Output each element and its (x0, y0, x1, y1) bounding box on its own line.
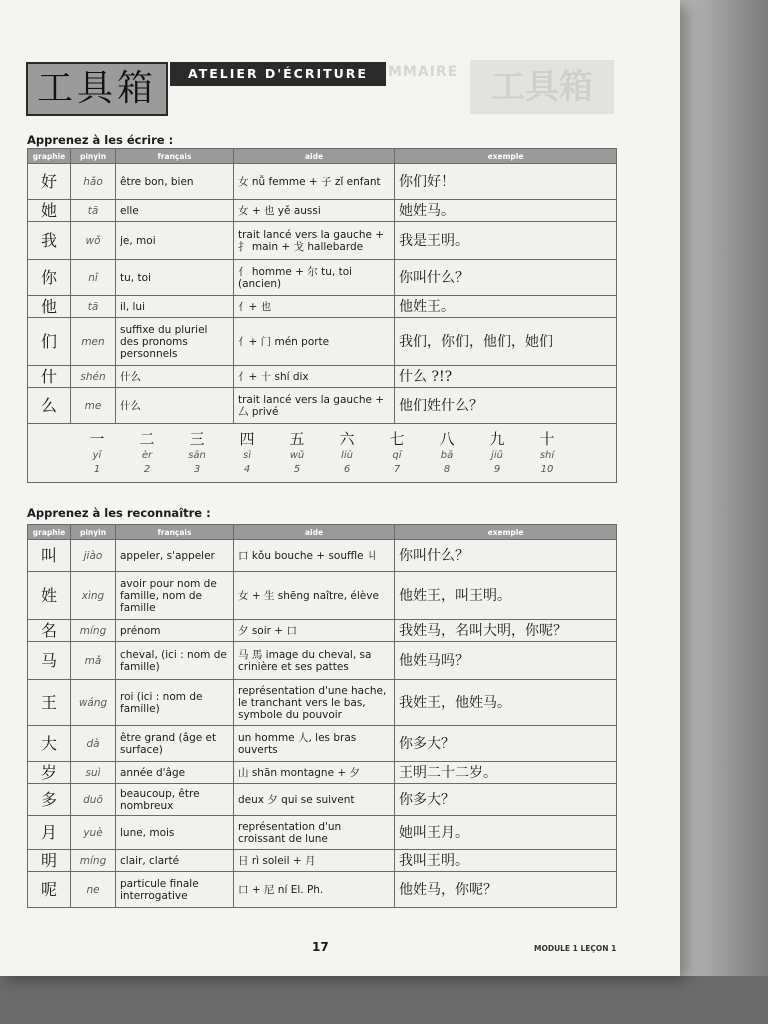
numbers-row (28, 424, 617, 483)
cell-graphie: 她 (28, 200, 71, 222)
table-row (28, 318, 617, 366)
cell-aide: 日 rì soleil + 月 (234, 850, 395, 872)
module-label: MODULE 1 LEÇON 1 (534, 944, 617, 953)
number-char: 四 (239, 430, 255, 448)
cell-aide: 女 + 也 yě aussi (234, 200, 395, 222)
cell-graphie: 呢 (28, 872, 71, 908)
number-char: 九 (489, 430, 505, 448)
cell-exemple: 他们姓什么？ (395, 388, 617, 424)
scan-background (0, 976, 768, 1024)
cell-aide: 马 馬 image du cheval, sa crinière et ses pattes (234, 642, 395, 680)
header-pinyin: pinyin (71, 525, 116, 540)
table-row (28, 366, 617, 388)
table-row (28, 762, 617, 784)
cell-aide: un homme 人, les bras ouverts (234, 726, 395, 762)
table-row (28, 680, 617, 726)
cell-pinyin: mǎ (71, 642, 116, 680)
cell-francais: tu, toi (116, 260, 234, 296)
number-item (174, 429, 220, 477)
number-pinyin: liù (341, 450, 353, 461)
cell-pinyin: tā (71, 200, 116, 222)
header-pinyin: pinyin (71, 149, 116, 164)
number-pinyin: sān (188, 450, 206, 461)
numbers-cell (28, 424, 617, 483)
number-pinyin: bā (440, 450, 454, 461)
table-row (28, 872, 617, 908)
cell-aide: trait lancé vers la gauche + 厶 privé (234, 388, 395, 424)
number-pinyin: wǔ (289, 450, 305, 461)
number-item (124, 429, 170, 477)
numbers-grid (32, 429, 612, 477)
cell-pinyin: yuè (71, 816, 116, 850)
header-francais: français (116, 525, 234, 540)
number-char: 六 (339, 430, 355, 448)
cell-francais: il, lui (116, 296, 234, 318)
cell-exemple: 我姓王，他姓马。 (395, 680, 617, 726)
cell-exemple: 你多大？ (395, 784, 617, 816)
header-francais: français (116, 149, 234, 164)
atelier-banner: ATELIER D'ÉCRITURE (170, 62, 386, 86)
number-value: 5 (293, 464, 301, 475)
cell-exemple: 你多大？ (395, 726, 617, 762)
cell-graphie: 什 (28, 366, 71, 388)
number-value: 2 (143, 464, 151, 475)
cell-exemple: 什么 ?!? (395, 366, 617, 388)
cell-pinyin: hǎo (71, 164, 116, 200)
number-value: 1 (93, 464, 101, 475)
number-char: 八 (439, 430, 455, 448)
section-title-recognize: Apprenez à les reconnaître : (27, 506, 211, 520)
cell-aide: 山 shān montagne + 夕 (234, 762, 395, 784)
cell-aide: 女 + 生 shēng naître, élève (234, 572, 395, 620)
number-char: 一 (89, 430, 105, 448)
number-pinyin: jiǔ (491, 450, 503, 461)
cell-graphie: 多 (28, 784, 71, 816)
cell-pinyin: me (71, 388, 116, 424)
cell-exemple: 我们，你们，他们，她们 (395, 318, 617, 366)
cell-pinyin: dà (71, 726, 116, 762)
cell-francais: clair, clarté (116, 850, 234, 872)
scan-shadow (676, 0, 768, 1024)
header-exemple: exemple (395, 149, 617, 164)
number-pinyin: qī (392, 450, 402, 461)
header-aide: aide (234, 149, 395, 164)
cell-graphie: 马 (28, 642, 71, 680)
table-row (28, 222, 617, 260)
cell-pinyin: suì (71, 762, 116, 784)
cell-pinyin: wǒ (71, 222, 116, 260)
cell-aide: 女 nǚ femme + 子 zǐ enfant (234, 164, 395, 200)
number-item (374, 429, 420, 477)
cell-pinyin: men (71, 318, 116, 366)
table-row (28, 572, 617, 620)
number-item (74, 429, 120, 477)
table-write (27, 148, 617, 483)
header-exemple: exemple (395, 525, 617, 540)
table-row (28, 388, 617, 424)
cell-exemple: 他姓王。 (395, 296, 617, 318)
header-aide: aide (234, 525, 395, 540)
number-pinyin: sì (243, 450, 251, 461)
number-item (224, 429, 270, 477)
number-char: 三 (189, 430, 205, 448)
cell-francais: avoir pour nom de famille, nom de famille (116, 572, 234, 620)
cell-graphie: 他 (28, 296, 71, 318)
cell-graphie: 名 (28, 620, 71, 642)
cell-exemple: 她姓马。 (395, 200, 617, 222)
table-recognize (27, 524, 617, 908)
cell-aide: 亻+ 也 (234, 296, 395, 318)
number-pinyin: shí (539, 450, 555, 461)
ghost-sommaire-text: MMAIRE (388, 64, 459, 80)
cell-graphie: 你 (28, 260, 71, 296)
number-item (524, 429, 570, 477)
table-row (28, 260, 617, 296)
cell-graphie: 们 (28, 318, 71, 366)
cell-francais: 什么 (116, 388, 234, 424)
table-row (28, 642, 617, 680)
table-header-row (28, 149, 617, 164)
cell-exemple: 你叫什么？ (395, 260, 617, 296)
number-value: 4 (243, 464, 251, 475)
number-item (324, 429, 370, 477)
cell-francais: être bon, bien (116, 164, 234, 200)
table-row (28, 164, 617, 200)
cell-francais: année d'âge (116, 762, 234, 784)
cell-aide: 亻+ 十 shí dix (234, 366, 395, 388)
cell-francais: être grand (âge et surface) (116, 726, 234, 762)
number-item (274, 429, 320, 477)
cell-graphie: 岁 (28, 762, 71, 784)
cell-aide: 口 + 尼 ní El. Ph. (234, 872, 395, 908)
number-char: 十 (539, 430, 555, 448)
table-row (28, 296, 617, 318)
cell-graphie: 叫 (28, 540, 71, 572)
cell-pinyin: shén (71, 366, 116, 388)
table-row (28, 726, 617, 762)
cell-graphie: 王 (28, 680, 71, 726)
cell-pinyin: xìng (71, 572, 116, 620)
cell-aide: représentation d'une hache, le tranchant vers le bas, symbole du pouvoir (234, 680, 395, 726)
number-char: 二 (139, 430, 155, 448)
cell-exemple: 她叫王月。 (395, 816, 617, 850)
cell-exemple: 我叫王明。 (395, 850, 617, 872)
cell-graphie: 明 (28, 850, 71, 872)
cell-exemple: 他姓王，叫王明。 (395, 572, 617, 620)
number-pinyin: èr (141, 450, 153, 461)
cell-exemple: 他姓马吗？ (395, 642, 617, 680)
section-title-write: Apprenez à les écrire : (27, 133, 174, 147)
cell-graphie: 大 (28, 726, 71, 762)
cell-pinyin: duō (71, 784, 116, 816)
cell-francais: elle (116, 200, 234, 222)
cell-francais: particule finale interrogative (116, 872, 234, 908)
table-row (28, 850, 617, 872)
table-row (28, 200, 617, 222)
cell-francais: cheval, (ici : nom de famille) (116, 642, 234, 680)
cell-graphie: 我 (28, 222, 71, 260)
number-value: 9 (493, 464, 501, 475)
table-header-row (28, 525, 617, 540)
cell-aide: 亻+ 门 mén porte (234, 318, 395, 366)
cell-pinyin: nǐ (71, 260, 116, 296)
cell-exemple: 我姓马，名叫大明，你呢？ (395, 620, 617, 642)
cell-graphie: 月 (28, 816, 71, 850)
number-item (424, 429, 470, 477)
cell-exemple: 王明二十二岁。 (395, 762, 617, 784)
page-title-chinese: 工具箱 (26, 62, 168, 116)
cell-pinyin: jiào (71, 540, 116, 572)
number-value: 10 (540, 464, 554, 475)
cell-exemple: 你叫什么？ (395, 540, 617, 572)
cell-graphie: 姓 (28, 572, 71, 620)
table-row (28, 620, 617, 642)
cell-graphie: 么 (28, 388, 71, 424)
header-graphie: graphie (28, 149, 71, 164)
number-value: 3 (193, 464, 201, 475)
cell-francais: appeler, s'appeler (116, 540, 234, 572)
number-pinyin: yī (92, 450, 102, 461)
cell-francais: suffixe du pluriel des pronoms personnels (116, 318, 234, 366)
cell-francais: beaucoup, être nombreux (116, 784, 234, 816)
cell-pinyin: tā (71, 296, 116, 318)
cell-aide: 夕 soir + 口 (234, 620, 395, 642)
header-graphie: graphie (28, 525, 71, 540)
cell-exemple: 你们好！ (395, 164, 617, 200)
cell-pinyin: míng (71, 620, 116, 642)
cell-aide: trait lancé vers la gauche + 扌 main + 戈 hallebarde (234, 222, 395, 260)
number-item (474, 429, 520, 477)
cell-francais: lune, mois (116, 816, 234, 850)
cell-aide: représentation d'un croissant de lune (234, 816, 395, 850)
cell-graphie: 好 (28, 164, 71, 200)
number-value: 7 (393, 464, 401, 475)
cell-pinyin: ne (71, 872, 116, 908)
number-value: 8 (443, 464, 451, 475)
number-value: 6 (343, 464, 351, 475)
cell-francais: prénom (116, 620, 234, 642)
table-row (28, 816, 617, 850)
cell-aide: 口 kǒu bouche + souffle 丩 (234, 540, 395, 572)
cell-exemple: 他姓马，你呢？ (395, 872, 617, 908)
cell-aide: 亻 homme + 尔 tu, toi (ancien) (234, 260, 395, 296)
page-number: 17 (312, 940, 329, 954)
cell-exemple: 我是王明。 (395, 222, 617, 260)
number-char: 五 (289, 430, 305, 448)
cell-pinyin: wáng (71, 680, 116, 726)
cell-francais: roi (ici : nom de famille) (116, 680, 234, 726)
cell-francais: 什么 (116, 366, 234, 388)
cell-aide: deux 夕 qui se suivent (234, 784, 395, 816)
cell-pinyin: míng (71, 850, 116, 872)
cell-francais: je, moi (116, 222, 234, 260)
table-row (28, 784, 617, 816)
table-row (28, 540, 617, 572)
number-char: 七 (389, 430, 405, 448)
ghost-title-box: 工具箱 (470, 60, 614, 114)
